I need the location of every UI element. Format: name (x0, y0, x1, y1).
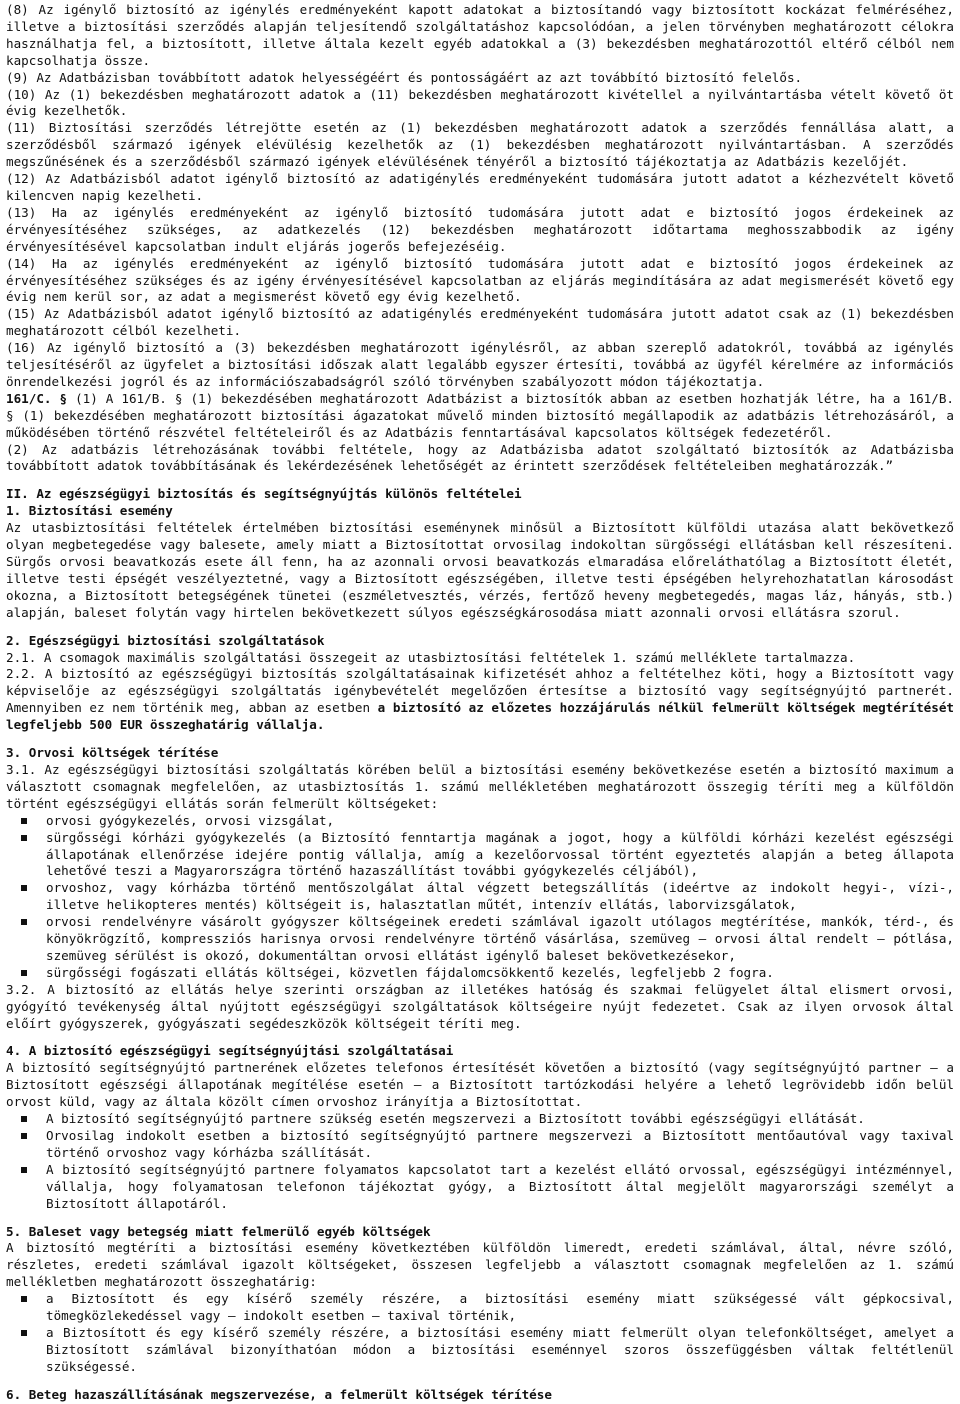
list-item-text: a Biztosított és egy kísérő személy részére, a biztosítási esemény miatt szükségessé vált gépkocsival, tömegközlekedéssel vagy — indokolt esetben — taxival történik, (46, 1291, 954, 1324)
list-item (46, 965, 954, 982)
section-3-1: 3.1. Az egészségügyi biztosítási szolgáltatás körében belül a biztosítási esemény bekövetkezése esetén a biztosító maximum a választott csomagnak megfelelően, az utasbiztosítás 1. számú mellékletében meghatározott összegig téríti meg a külföldön történt egészségügyi ellátás során felmerült költségeket: (6, 761, 954, 811)
section-4-heading: 4. A biztosító egészségügyi segítségnyújtási szolgáltatásai (6, 1043, 454, 1059)
square-bullet-icon (21, 885, 27, 891)
section-6-heading: 6. Beteg hazaszállításának megszervezése, a felmerült költségek térítése (6, 1386, 552, 1402)
square-bullet-icon (21, 1330, 27, 1336)
article-161c-text: (1) A 161/B. § (1) bekezdésében meghatározott Adatbázist a biztosítók abban az esetben hozhatják létre, ha a 161/B. § (1) bekezdésében meghatározott biztosítási ágazatokat művelő minden biztosító megállapodik az adatbázis létrehozásáról, a működésében történő részvétel feltételeiről és az Adatbázis fenntartásával kapcsolatos költségek fedezetéről. (6, 390, 954, 440)
section-1-heading: 1. Biztosítási esemény (6, 503, 173, 519)
square-bullet-icon (21, 1116, 27, 1122)
section-1-text: Az utasbiztosítási feltételek értelmében biztosítási eseménynek minősül a Biztosított külföldi utazása alatt bekövetkező olyan megbetegedése vagy balesete, amely miatt a Biztosítottat orvosilag indokoltan sürgősségi ellátásban kell részesíteni. Sürgős orvosi beavatkozás esete áll fenn, ha az azonnali orvosi beavatkozás elmaradása előreláthatólag a Biztosított életét, illetve testi épségét veszélyeztetné, vagy a Biztosított egészségében, illetve testi épségében helyrehozhatatlan károsodást okozna, a Biztosított betegségének tünetei (eszméletvesztés, vérzés, fertőző heveny megbetegedés, magas láz, hányás, stb.) alapján, baleset folytán vagy hirtelen bekövetkezett súlyos egészségkárosodása miatt azonnali orvosi ellátásra szorul. (6, 520, 954, 620)
square-bullet-icon (21, 919, 27, 925)
section-3-bullet-list (6, 813, 954, 982)
spacer (6, 1032, 954, 1043)
paragraph-8: (8) Az igénylő biztosító az igénylés eredményeként kapott adatokat a biztosítandó vagy biztosított kockázat felméréséhez, illetve a biztosítási szerződés alapján teljesítendő szolgáltatáshoz kapcsolódóan, a jelen törvényben meghatározott célokra használhatja fel, a biztosított, illetve általa kezelt egyéb adatokkal a (3) bekezdésben meghatározottól eltérő célból nem kapcsolhatja össze. (6, 2, 954, 68)
list-item (46, 1325, 954, 1376)
article-161c (6, 391, 954, 442)
list-item-text: orvosi rendelvényre vásárolt gyógyszer költségeinek eredeti számlával igazolt utólagos megtérítése, mankók, térd-, és könyökrögzítő, kompressziós harisnya orvosi rendelvényre történő vásárlása, szemüveg — orvosi által rendelt — pótlása, szemüveg sérülést is okozó, dokumentáltan orvosi ellátást igénylő baleset bekövetkezésekor, (46, 914, 954, 963)
spacer (6, 734, 954, 745)
section-2-2 (6, 666, 954, 734)
spacer (6, 1376, 954, 1387)
section-ii-title: II. Az egészségügyi biztosítás és segítségnyújtás különös feltételei (6, 486, 522, 502)
list-item-text: sürgősségi fogászati ellátás költségei, közvetlen fájdalomcsökkentő kezelés, legfeljebb 2 fogra. (46, 964, 774, 980)
list-item (46, 813, 954, 830)
section-5-bullet-list (6, 1291, 954, 1376)
list-item-text: A biztosító segítségnyújtó partnere folyamatos kapcsolatot tart a kezelést ellátó orvossal, egészségügyi intézménnyel, vállalja, hogy folyamatosan telefonon tájékoztat gyógy, a Biztosított által megjelölt magyarországi személyt a Biztosított állapotáról. (46, 1161, 954, 1211)
list-item (46, 1291, 954, 1325)
section-3-2: 3.2. A biztosító az ellátás helye szerinti országban az illetékes hatóság és szakmai felügyelet által elismert orvosi, gyógyító tevékenység által nyújtott egészségügyi szolgáltatások költségeire nyújt fedezetet. Csak az ilyen orvosok által előírt gyógyszerek, gyógyászati segédeszközök költségeit téríti meg. (6, 981, 954, 1031)
square-bullet-icon (21, 835, 27, 841)
list-item-text: sürgősségi kórházi gyógykezelés (a Biztosító fenntartja magának a jogot, hogy a külföldi kórházi kezelést egészségi állapotának ellenőrzése idejére pontig vállalja, amíg a kezelőorvossal történt egyeztetés alapján a beteg állapota lehetővé teszi a Magyarországra történő hazaszállítást további gyógykezelés céljából), (46, 829, 954, 879)
spacer (6, 475, 954, 486)
paragraph-16: (16) Az igénylő biztosító a (3) bekezdésben meghatározott igénylésről, az abban szereplő adatokról, továbbá az igénylés teljesítéséről az ügyfelet a biztosítási időszak alatt legalább egyszer értesíti, továbbá az ügyfél kérelmére az információs önrendelkezési jogról és az információszabadságról szóló törvényben szabályozott módon tájékoztatja. (6, 340, 954, 389)
square-bullet-icon (21, 970, 27, 976)
list-item (46, 880, 954, 914)
list-item (46, 914, 954, 965)
paragraph-10: (10) Az (1) bekezdésben meghatározott adatok a (11) bekezdésben meghatározott kivétellel a nyilvántartásba vételt követő öt évig kezelhetők. (6, 86, 954, 119)
list-item-text: orvosi gyógykezelés, orvosi vizsgálat, (46, 812, 335, 828)
section-5-text: A biztosító megtéríti a biztosítási esemény következtében külföldön limeredt, eredeti számlával, által, névre szóló, részletes, eredeti számlával igazolt költségeket, összesen legfeljebb a választott csomagnak megfelelően az 1. számú mellékletben meghatározott összeghatárig: (6, 1240, 954, 1290)
square-bullet-icon (21, 1133, 27, 1139)
paragraph-13: (13) Ha az igénylés eredményeként az igénylő biztosító tudomására jutott adat e biztosító jogos érdekeinek az érvényesítéséhez szükséges, az adatkezelés (12) bekezdésben meghatározott időtartama meghosszabbodik az igény érvényesítésével kapcsolatban indult eljárás jogerős befejezéséig. (6, 204, 954, 254)
section-3-heading: 3. Orvosi költségek térítése (6, 745, 219, 761)
paragraph-12: (12) Az Adatbázisból adatot igénylő biztosító az adatigénylés eredményeként tudomására jutott adatot a kézhezvételt követő kilencven napig kezelheti. (6, 171, 954, 203)
section-2-1: 2.1. A csomagok maximális szolgáltatási összegeit az utasbiztosítási feltételek 1. számú melléklete tartalmazza. (6, 649, 856, 665)
list-item-text: A biztosító segítségnyújtó partnere szükség esetén megszervezi a Biztosított további egészségügyi ellátását. (46, 1111, 865, 1127)
paragraph-11: (11) Biztosítási szerződés létrejötte esetén az (1) bekezdésben meghatározott adatok a szerződés fennállása alatt, a szerződésből származó igények elévülésig kezelhetők az (1) bekezdésben meghatározott nyilvántartásban. A szerződés megszűnésének és a szerződésből származó igények elévülésének tényéről a biztosító tájékoztatja az Adatbázis kezelőjét. (6, 120, 954, 170)
paragraph-14: (14) Ha az igénylés eredményeként az igénylő biztosító tudomására jutott adat e biztosító jogos érdekeinek az érvényesítéséhez szükséges és az igény érvényesítésével kapcsolatban az eljárás megindítására az adat megismerését követő egy évig nem kerül sor, az adat a megismerést követő egy évig kezelhető. (6, 255, 954, 305)
section-2-2-bold-text: a biztosító az előzetes hozzájárulás nélkül felmerült költségek megtérítését legfeljebb 500 EUR összeghatárig vállalja. (6, 700, 954, 733)
paragraph-15: (15) Az Adatbázisból adatot igénylő biztosító az adatigénylés eredményeként tudomására jutott adatot csak az (1) bekezdésben meghatározott célból kezelheti. (6, 306, 954, 339)
article-161c-label: 161/C. § (6, 390, 68, 406)
list-item (46, 830, 954, 881)
square-bullet-icon (21, 818, 27, 824)
section-5-heading: 5. Baleset vagy betegség miatt felmerülő egyéb költségek (6, 1223, 431, 1239)
list-item (46, 1128, 954, 1162)
spacer (6, 1213, 954, 1224)
paragraph-9: (9) Az Adatbázisban továbbított adatok helyességéért és pontosságáért az azt továbbító biztosító felelős. (6, 69, 803, 85)
list-item-text: orvoshoz, vagy kórházba történő mentőszolgálat által végzett betegszállítás (ideértve az indokolt hegyi-, vízi-, illetve helikopteres mentés) költségeit is, halasztatlan műtét, intenzív ellátás, laborvizsgálatok, (46, 880, 954, 913)
list-item-text: a Biztosított és egy kísérő személy részére, a biztosítási esemény miatt felmerült olyan telefonköltséget, amelyet a Biztosított számlával bizonyíthatóan módon a biztosítási eseménnyel szoros összefüggésben váltak feltétlenül szükségessé. (46, 1324, 954, 1374)
square-bullet-icon (21, 1296, 27, 1302)
square-bullet-icon (21, 1167, 27, 1173)
spacer (6, 622, 954, 633)
list-item (46, 1111, 954, 1128)
section-2-2-text: 2.2. A biztosító az egészségügyi biztosítás szolgáltatásainak kifizetését ahhoz a feltételhez köti, hogy a Biztosított vagy képviselője az egészségügyi szolgáltatás igénybevételét megelőzően értesítse a biztosító vagy segítségnyújtó partnerét. Amennyiben ez nem történik meg, abban az esetben (6, 666, 954, 716)
section-2-heading: 2. Egészségügyi biztosítási szolgáltatások (6, 632, 325, 648)
article-161c-para2: (2) Az adatbázis létrehozásának további feltétele, hogy az Adatbázisba adatot szolgáltató biztosítók az Adatbázisba továbbított adatok továbbításának és lekérdezésének lehetőségét az érintett szerződések feltételeiben meghatározzák.” (6, 441, 954, 474)
list-item-text: Orvosilag indokolt esetben a biztosító segítségnyújtó partnere megszervezi a Biztosított mentőautóval vagy taxival történő orvoshoz vagy kórházba szállítását. (46, 1128, 954, 1160)
section-4-text: A biztosító segítségnyújtó partnerének előzetes telefonos értesítését követően a biztosító (vagy segítségnyújtó partner — a Biztosított egészségi állapotának megítélése esetén — a Biztosított tartózkodási helyére a lehető legrövidebb időn belül orvost küld, vagy az általa közölt címen orvoshoz irányítja a Biztosítottat. (6, 1060, 954, 1110)
list-item (46, 1162, 954, 1213)
section-4-bullet-list (6, 1111, 954, 1212)
